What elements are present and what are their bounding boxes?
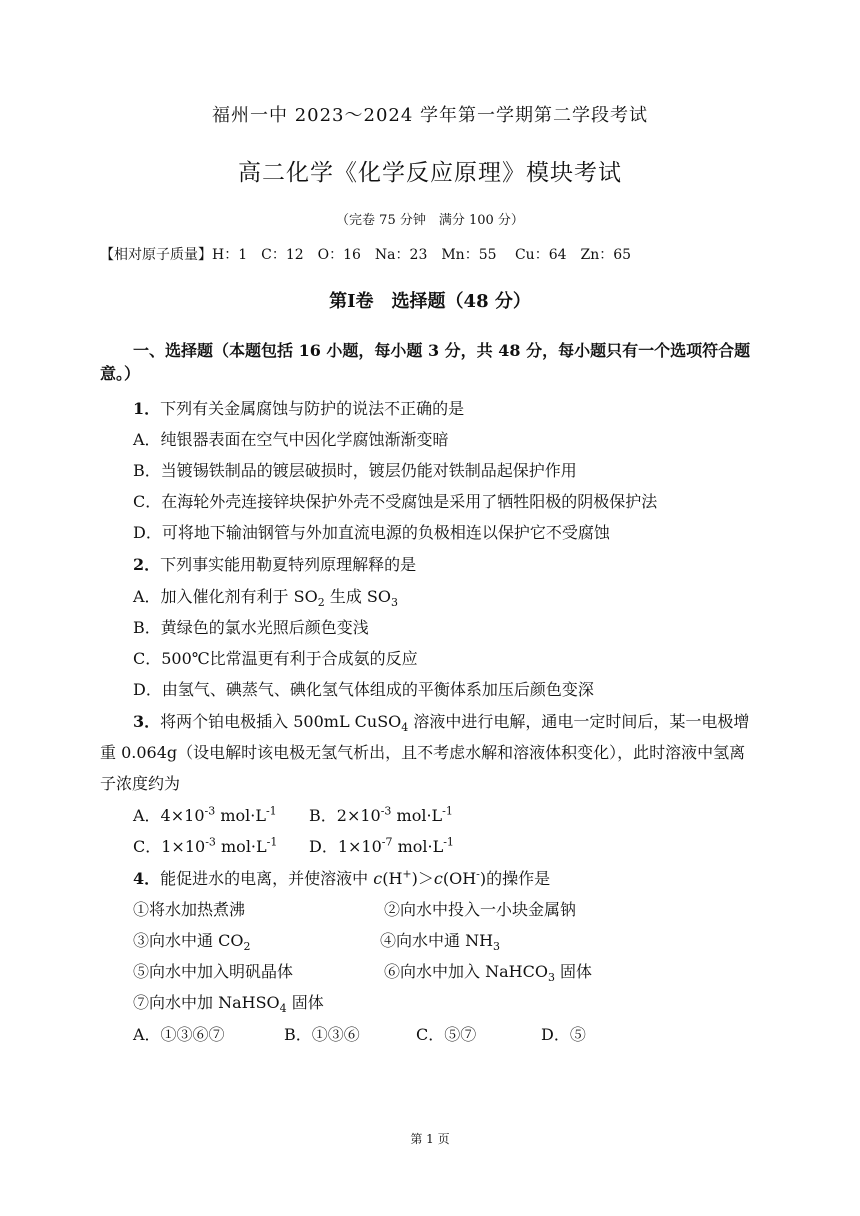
subscript: 2 [317, 596, 325, 610]
question-text: 下列事实能用勒夏特列原理解释的是 [160, 555, 417, 574]
question-3-line3: 子浓度约为 [100, 774, 181, 793]
italic-c: c [373, 869, 383, 888]
question-text: 下列有关金属腐蚀与防护的说法不正确的是 [160, 399, 465, 418]
q4-item-2: ②向水中投入一小块金属钠 [384, 900, 577, 919]
superscript: -1 [443, 835, 454, 849]
q4-item-3 [133, 931, 251, 954]
text: D．1×10 [309, 837, 382, 856]
exam-title: 高二化学《化学反应原理》模块考试 [238, 160, 622, 186]
text: C．1×10 [133, 837, 206, 856]
q4-option-c: C．⑤⑦ [416, 1025, 477, 1044]
section-intro: 一、选择题（本题包括 16 小题，每小题 3 分，共 48 分，每小题只有一个选项符合题 [133, 341, 751, 360]
q3-option-d [309, 837, 454, 857]
subscript: 2 [243, 940, 251, 954]
exam-duration-note: （完卷 75 分钟 满分 100 分） [336, 213, 524, 228]
q3-option-c [133, 837, 277, 857]
text: )＞ [411, 869, 434, 888]
text: 生成 SO [324, 587, 391, 606]
subscript: 3 [391, 596, 398, 610]
q2-option-d: D．由氢气、碘蒸气、碘化氢气体组成的平衡体系加压后颜色变深 [133, 680, 594, 699]
text: mol·L [215, 837, 267, 856]
q2-option-b: B．黄绿色的氯水光照后颜色变浅 [133, 618, 369, 637]
q3-option-a [133, 806, 277, 825]
superscript: -3 [380, 804, 392, 818]
text: ⑥向水中加入 NaHCO [384, 962, 548, 981]
question-number: 3． [133, 712, 161, 731]
text: (OH [442, 869, 477, 888]
subscript: 4 [401, 721, 409, 735]
q4-item-4 [380, 931, 501, 954]
superscript: -7 [381, 835, 393, 849]
question-3-line2: 重 0.064g（设电解时该电极无氢气析出，且不考虑水解和溶液体积变化），此时溶液中氢离 [100, 743, 746, 762]
superscript: -3 [205, 835, 216, 849]
q1-option-c: C．在海轮外壳连接锌块保护外壳不受腐蚀是采用了牺牲阳极的阴极保护法 [133, 492, 658, 511]
superscript: + [402, 867, 412, 881]
subscript: 3 [493, 940, 501, 954]
text: 将两个铂电极插入 500mL CuSO [160, 712, 402, 731]
q3-option-b [309, 806, 453, 826]
text: )的操作是 [479, 869, 551, 888]
question-number: 1． [133, 399, 161, 418]
text: A．加入催化剂有利于 SO [133, 587, 318, 606]
question-2-stem [133, 555, 416, 575]
superscript: -1 [265, 804, 277, 818]
text: ⑦向水中加 NaHSO [133, 993, 280, 1012]
q4-option-d: D．⑤ [541, 1025, 586, 1044]
question-1-stem [133, 399, 464, 419]
text: 固体 [554, 962, 593, 981]
q4-item-5: ⑤向水中加入明矾晶体 [133, 962, 294, 981]
q4-item-7 [133, 993, 324, 1016]
question-4-stem [133, 869, 550, 889]
section-intro-cont: 意。） [100, 364, 141, 383]
text: mol·L [391, 806, 443, 825]
q4-option-a: A．①③⑥⑦ [133, 1025, 225, 1044]
q1-option-b: B．当镀锡铁制品的镀层破损时，镀层仍能对铁制品起保护作用 [133, 461, 577, 480]
text: mol·L [392, 837, 444, 856]
question-3-stem [133, 712, 750, 735]
q4-item-1: ①将水加热煮沸 [133, 900, 246, 919]
page-number: 第 1 页 [410, 1132, 450, 1146]
text: B．2×10 [309, 806, 381, 825]
q1-option-d: D．可将地下输油钢管与外加直流电源的负极相连以保护它不受腐蚀 [133, 523, 610, 542]
superscript: - [476, 867, 480, 881]
question-number: 4． [133, 869, 161, 888]
superscript: -3 [204, 804, 216, 818]
q4-item-6 [384, 962, 593, 985]
superscript: -1 [442, 804, 453, 818]
subscript: 3 [547, 971, 555, 985]
text: 溶液中进行电解，通电一定时间后，某一电极增 [408, 712, 750, 731]
subscript: 4 [279, 1002, 287, 1016]
question-number: 2． [133, 555, 161, 574]
text: ③向水中通 CO [133, 931, 244, 950]
q2-option-a [133, 587, 398, 610]
text: A．4×10 [133, 806, 205, 825]
text: 固体 [286, 993, 324, 1012]
text: 能促进水的电离，并使溶液中 [160, 869, 374, 888]
q4-option-b: B．①③⑥ [284, 1025, 360, 1044]
q3-options-row1 [133, 806, 277, 826]
q1-option-a: A．纯银器表面在空气中因化学腐蚀渐渐变暗 [133, 430, 449, 449]
text: mol·L [215, 806, 266, 825]
superscript: -1 [266, 835, 278, 849]
section-title: 第Ⅰ卷 选择题（48 分） [329, 291, 531, 312]
text: (H [382, 869, 403, 888]
exam-header: 福州一中 2023～2024 学年第一学期第二学段考试 [211, 105, 649, 126]
italic-c: c [433, 869, 443, 888]
atomic-masses: 【相对原子质量】H：1 C：12 O：16 Na：23 Mn：55 Cu：64 Zn：65 [100, 247, 632, 263]
q2-option-c: C．500℃比常温更有利于合成氨的反应 [133, 649, 418, 668]
text: ④向水中通 NH [380, 931, 494, 950]
